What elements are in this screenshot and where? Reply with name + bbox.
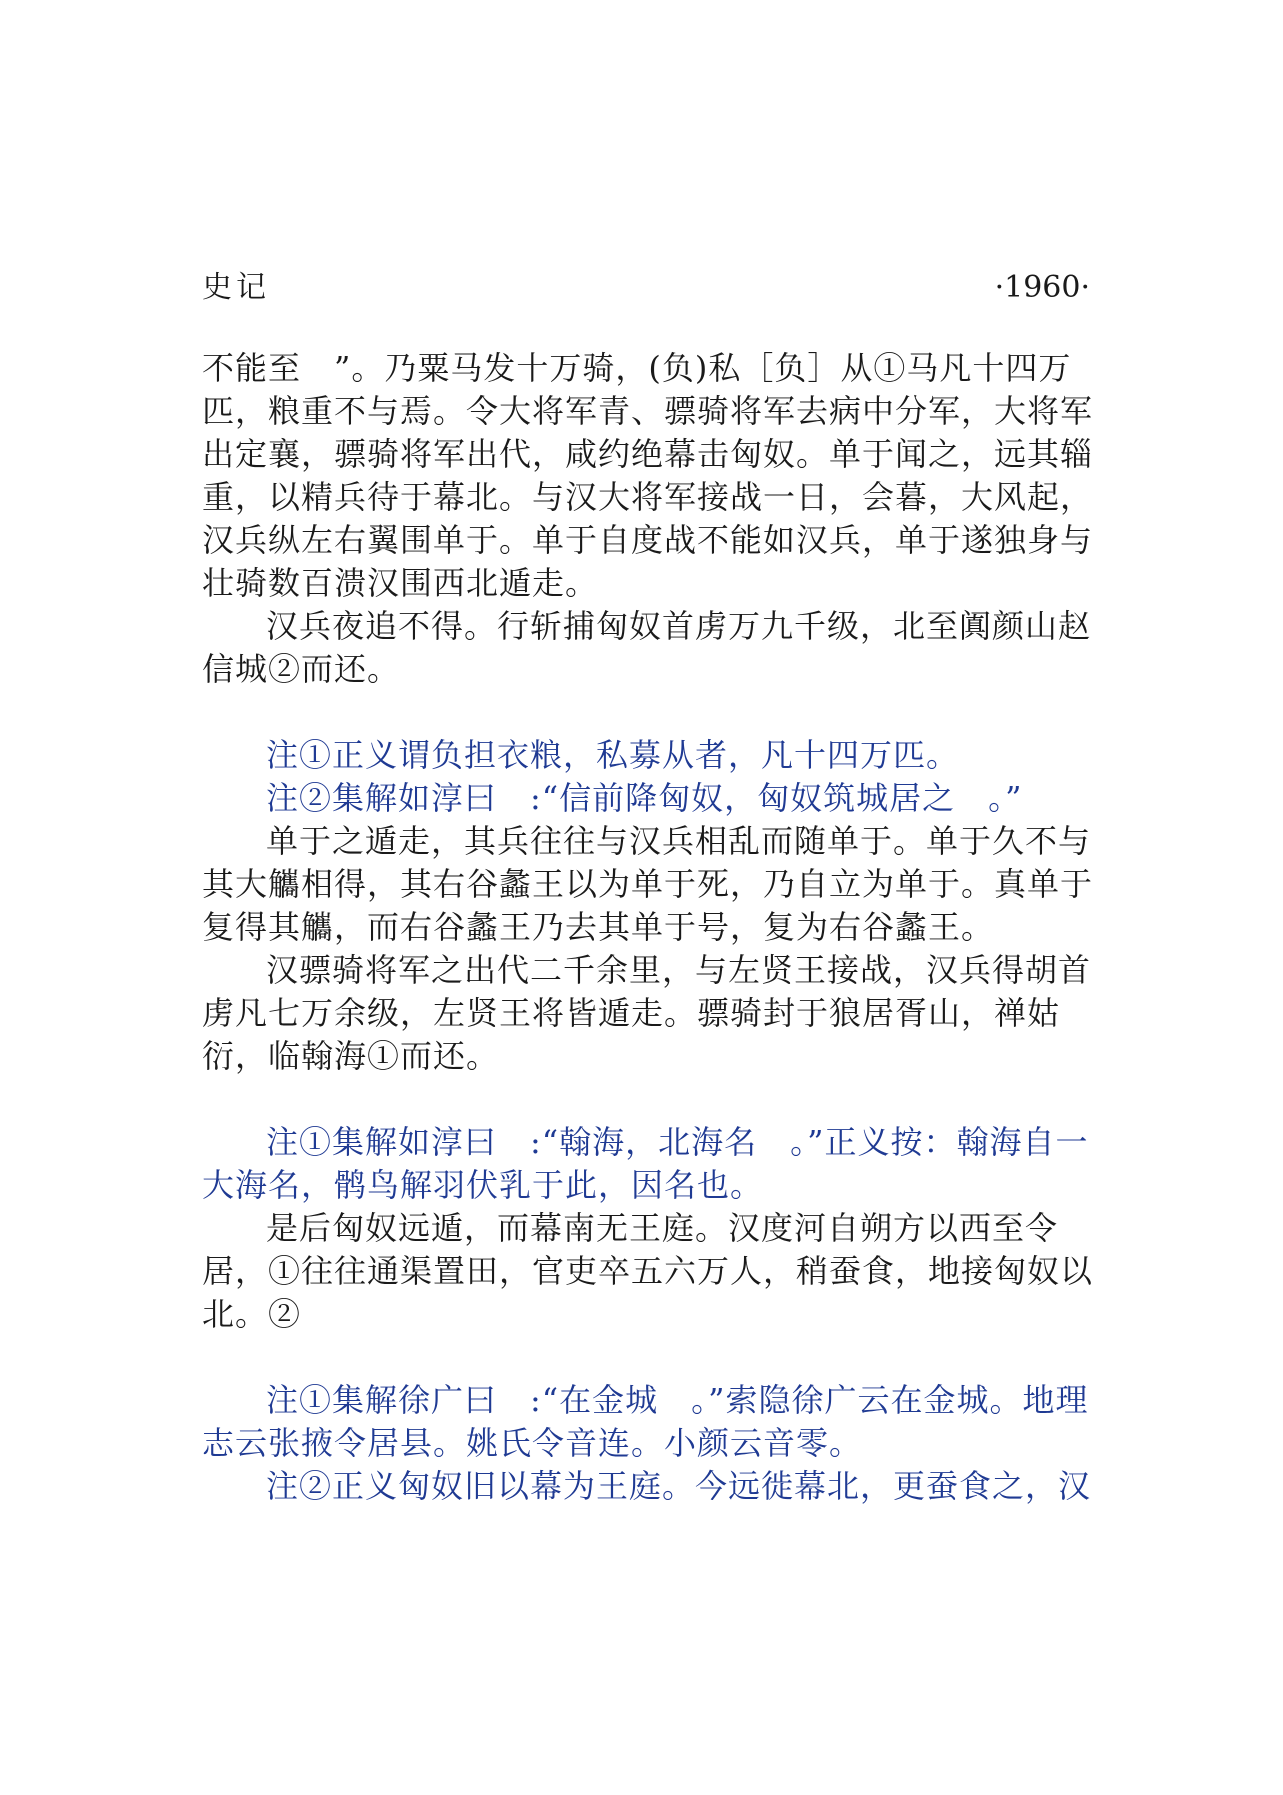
book-title: 史记 — [202, 270, 270, 305]
page-number: ·1960· — [994, 270, 1090, 305]
paragraph: 单于之遁走，其兵往往与汉兵相乱而随单于。单于久不与其大觿相得，其右谷蠡王以为单于死，乃自立为单于。真单于复得其觿，而右谷蠡王乃去其单于号，复为右谷蠡王。 — [202, 822, 1094, 946]
paragraph: 汉兵夜追不得。行斩捕匈奴首虏万九千级，北至阗颜山赵信城②而还。 — [202, 607, 1092, 688]
page-header — [202, 266, 1090, 310]
annotation-note: 注①集解如淳曰 :“翰海，北海名 。”正义按：翰海自一大海名，鹘鸟解羽伏乳于此，因名也。 — [202, 1123, 1089, 1204]
paragraph: 不能至 ”。乃粟马发十万骑，(负)私［负］从①马凡十四万匹，粮重不与焉。令大将军青、骠骑将军去病中分军，大将军出定襄，骠骑将军出代，咸约绝幕击匈奴。单于闻之，远其辎重，以精兵待于幕北。与汉大将军接战一日，会暮，大风起，汉兵纵左右翼围单于。单于自度战不能如汉兵，单于遂独身与壮骑数百溃汉围西北遁走。 — [202, 349, 1094, 602]
spacer — [202, 691, 1102, 734]
paragraph: 是后匈奴远遁，而幕南无王庭。汉度河自朔方以西至令居，①往往通渠置田，官吏卒五六万人，稍蚕食，地接匈奴以北。② — [202, 1209, 1094, 1333]
paragraph: 汉骠骑将军之出代二千余里，与左贤王接战，汉兵得胡首虏凡七万余级，左贤王将皆遁走。骠骑封于狼居胥山，禅姑衍，临翰海①而还。 — [202, 951, 1092, 1075]
annotation-note: 注②正义匈奴旧以幕为王庭。今远徙幕北，更蚕食之，汉 — [266, 1467, 1092, 1505]
spacer — [202, 1336, 1102, 1379]
annotation-note: 注①正义谓负担衣粮，私募从者，凡十四万匹。 — [266, 736, 960, 774]
annotation-note: 注①集解徐广曰 :“在金城 。”索隐徐广云在金城。地理志云张掖令居县。姚氏令音连。小颜云音零。 — [202, 1381, 1089, 1462]
annotation-note: 注②集解如淳曰 :“信前降匈奴，匈奴筑城居之 。” — [266, 779, 1023, 817]
main-text — [202, 347, 1102, 1508]
spacer — [202, 1078, 1102, 1121]
